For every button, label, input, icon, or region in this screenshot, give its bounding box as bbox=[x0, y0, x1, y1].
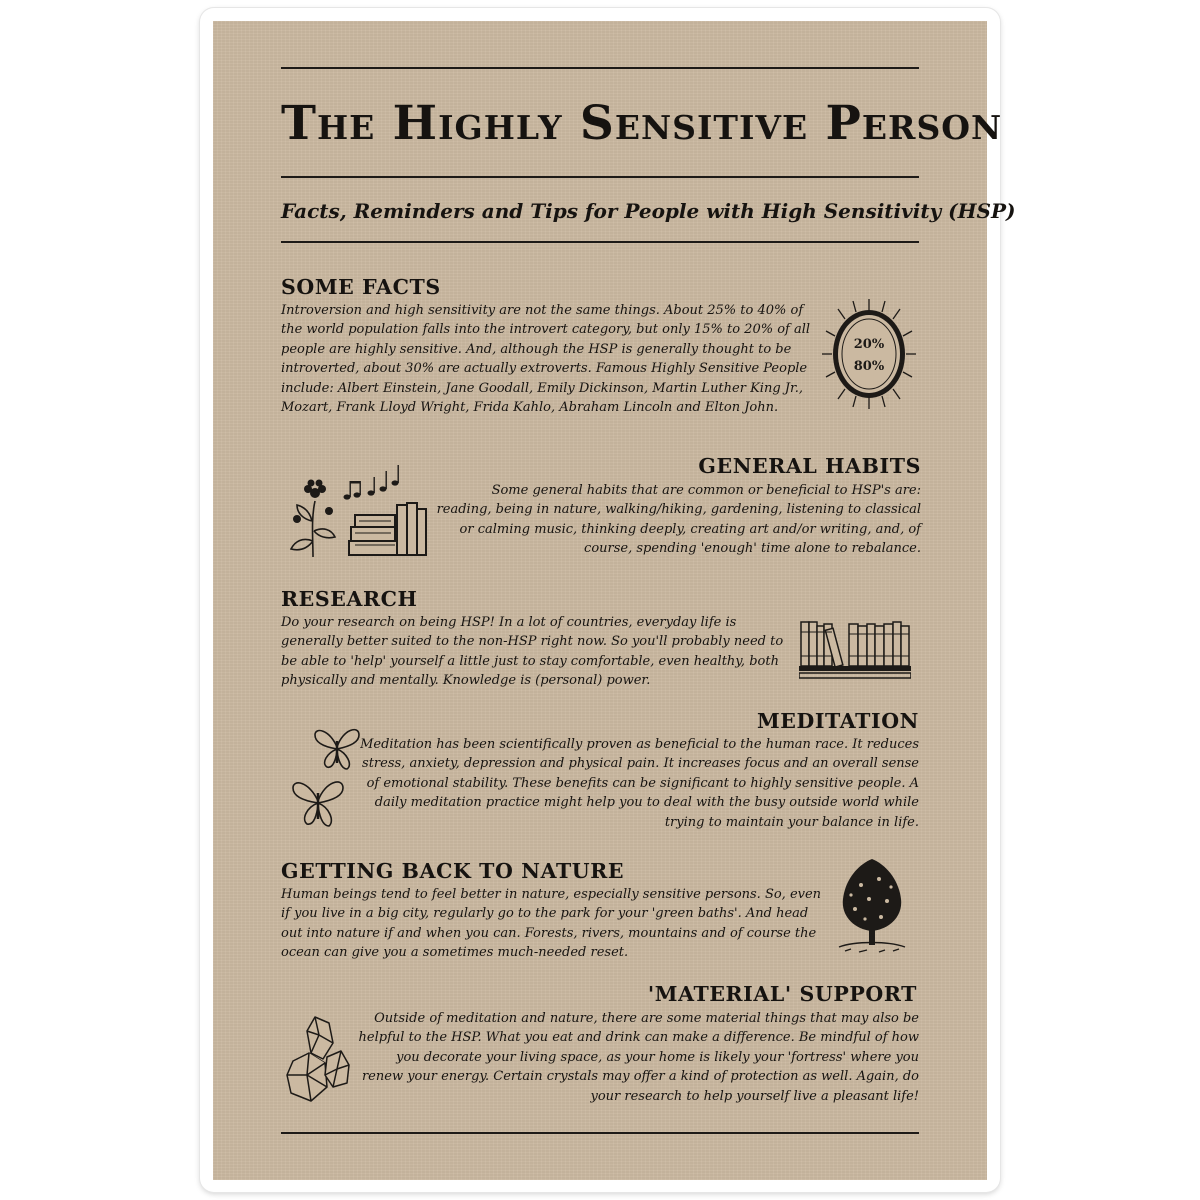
badge-top-value: 20% bbox=[853, 337, 885, 352]
flower-icon bbox=[283, 479, 343, 559]
poster bbox=[213, 21, 1016, 1180]
subtitle-rule bbox=[281, 241, 919, 243]
nature-heading: GETTING BACK TO NATURE bbox=[281, 859, 625, 883]
research-heading: RESEARCH bbox=[281, 587, 418, 611]
top-rule bbox=[281, 67, 919, 69]
research-text: Do your research on being HSP! In a lot of countries, everyday life is generally better suited to the non-HSP right now. So you'll probably need to be able to 'help' yourself a little just to stay comfortable, even healthy, both physically and mentally. Knowledge is (personal) power. bbox=[281, 615, 784, 689]
title-rule bbox=[281, 176, 919, 178]
books-music-icon bbox=[341, 459, 429, 559]
meditation-heading: MEDITATION bbox=[756, 709, 919, 733]
material-support-heading: 'MATERIAL' SUPPORT bbox=[647, 982, 917, 1006]
general-habits-text: Some general habits that are common or beneficial to HSP's are: reading, being in nature, walking/hiking, gardening, listening to classical or calming music, thinking deeply, creating art and/or writing, and, of course, spending 'enough' time alone to rebalance. bbox=[436, 483, 921, 557]
some-facts-heading: SOME FACTS bbox=[281, 275, 441, 299]
crystals-icon bbox=[285, 1013, 351, 1105]
butterfly-icon bbox=[289, 773, 347, 833]
poster-title: The Highly Sensitive Person bbox=[281, 96, 1003, 151]
bookshelf-icon bbox=[799, 618, 911, 680]
percentage-badge-icon bbox=[820, 297, 918, 411]
material-support-text: Outside of meditation and nature, there are some material things that may also be helpful to the HSP. What you eat and drink can make a difference. Be mindful of how you decorate your living space, as your home is likely your 'fortress' where you renew your energy. Certain crystals may offer a kind of protection as well. Again, do your research to help yourself live a pleasant life! bbox=[358, 1011, 919, 1104]
some-facts-text: Introversion and high sensitivity are not the same things. About 25% to 40% of the world population falls into the introvert category, but only 15% to 20% of all people are highly sensitive. And, although the HSP is generally thought to be introverted, about 30% are actually extroverts. Famous Highly Sensitive People include: Albert Einstein, Jane Goodall, Emily Dickinson, Martin Luther King Jr., Mozart, Frank Lloyd Wright, Frida Kahlo, Abraham Lincoln and Elton John. bbox=[281, 303, 811, 416]
general-habits-heading: GENERAL HABITS bbox=[698, 454, 921, 478]
butterfly-icon bbox=[311, 723, 363, 775]
meditation-text: Meditation has been scientifically proven as beneficial to the human race. It reduces stress, anxiety, depression and physical pain. It increases focus and an overall sense of emotional stability. These benefits can be significant to highly sensitive people. A daily meditation practice might help you to deal with the busy outside world while trying to maintain your balance in life. bbox=[360, 737, 919, 830]
nature-text: Human beings tend to feel better in nature, especially sensitive persons. So, even if you live in a big city, regularly go to the park for your 'green baths'. And head out into nature if and when you can. Forests, rivers, mountains and of course the ocean can give you a sometimes much-needed reset. bbox=[281, 887, 822, 961]
tree-icon bbox=[835, 855, 909, 955]
badge-bottom-value: 80% bbox=[853, 359, 885, 374]
poster-subtitle: Facts, Reminders and Tips for People with High Sensitivity (HSP) bbox=[281, 199, 1016, 223]
bottom-rule bbox=[281, 1132, 919, 1134]
